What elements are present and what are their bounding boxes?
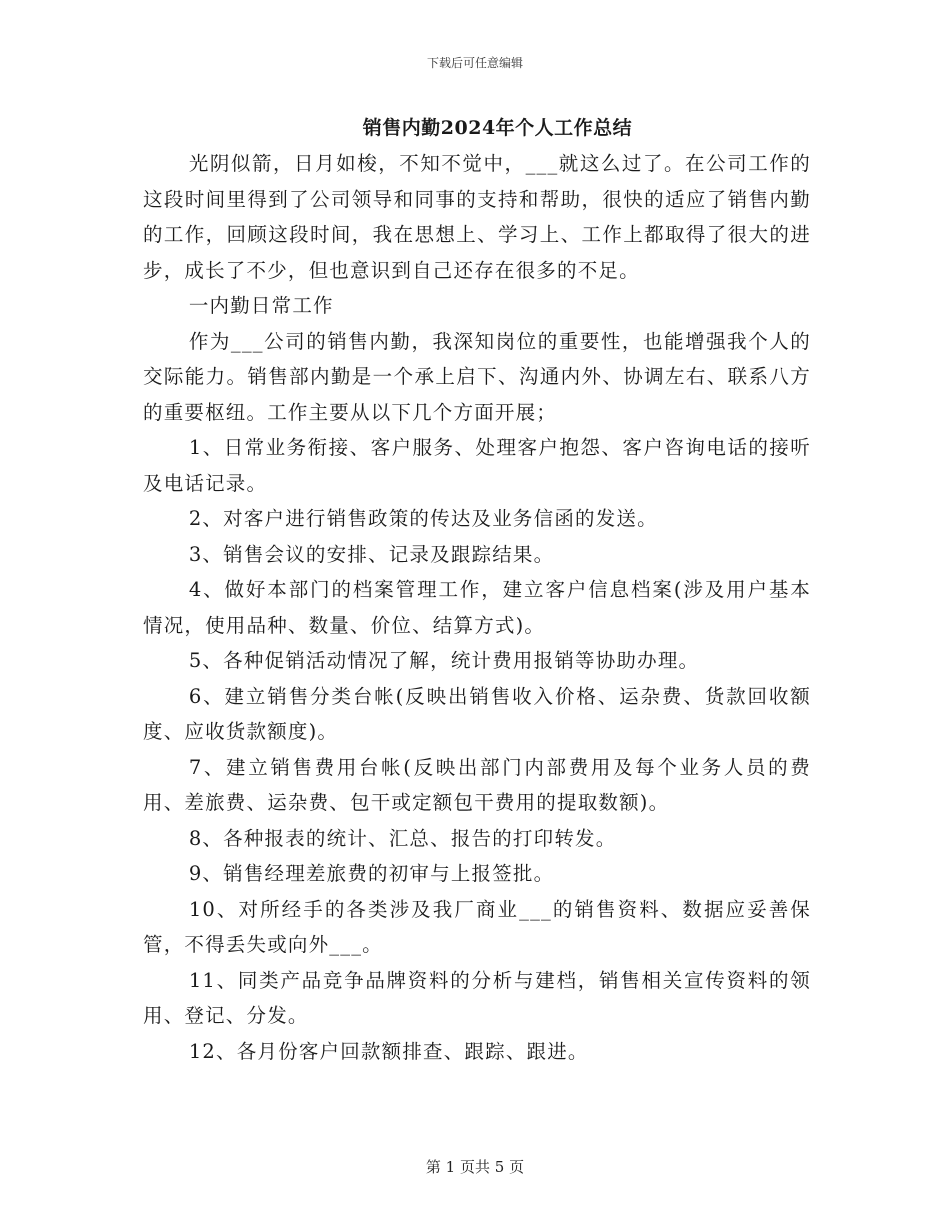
list-item: 11、同类产品竞争品牌资料的分析与建档，销售相关宣传资料的领用、登记、分发。: [143, 968, 811, 1027]
list-item: 9、销售经理差旅费的初审与上报签批。: [188, 862, 555, 885]
header-note: 下载后可任意编辑: [426, 56, 523, 70]
list-item: 8、各种报表的统计、汇总、报告的打印转发。: [188, 826, 617, 850]
list-item: 7、建立销售费用台帐(反映出部门内部费用及每个业务人员的费用、差旅费、运杂费、包干或定额包干费用的提取数额)。: [143, 755, 811, 814]
list-item: 6、建立销售分类台帐(反映出销售收入价格、运杂费、货款回收额度、应收货款额度)。: [143, 684, 811, 743]
list-item: 1、日常业务衔接、客户服务、处理客户抱怨、客户咨询电话的接听及电话记录。: [143, 436, 811, 495]
list-item: 3、销售会议的安排、记录及跟踪结果。: [188, 542, 555, 566]
list-item: 2、对客户进行销售政策的传达及业务信函的发送。: [188, 507, 658, 530]
page-number: 第 1 页共 5 页: [425, 1158, 525, 1176]
list-item: 5、各种促销活动情况了解，统计费用报销等协助办理。: [188, 649, 700, 672]
list-item: 10、对所经手的各类涉及我厂商业___的销售资料、数据应妥善保管，不得丢失或向外___。: [143, 897, 811, 956]
paragraph: 作为___公司的销售内勤，我深知岗位的重要性，也能增强我个人的交际能力。销售部内勤是一个承上启下、沟通内外、协调左右、联系八方的重要枢纽。工作主要从以下几个方面开展；: [143, 329, 811, 424]
document-title: 销售内勤2024年个人工作总结: [362, 117, 633, 139]
section-heading: 一内勤日常工作: [188, 294, 334, 317]
document-body: [143, 146, 811, 1069]
list-item: 4、做好本部门的档案管理工作，建立客户信息档案(涉及用户基本情况，使用品种、数量、价位、结算方式)。: [143, 578, 811, 637]
list-item: 12、各月份客户回款额排查、跟踪、跟进。: [188, 1039, 589, 1063]
paragraph: 光阴似箭，日月如梭，不知不觉中，___就这么过了。在公司工作的这段时间里得到了公司领导和同事的支持和帮助，很快的适应了销售内勤的工作，回顾这段时间，我在思想上、学习上、工作上都取得了很大的进步，成长了不少，但也意识到自己还存在很多的不足。: [143, 152, 811, 282]
